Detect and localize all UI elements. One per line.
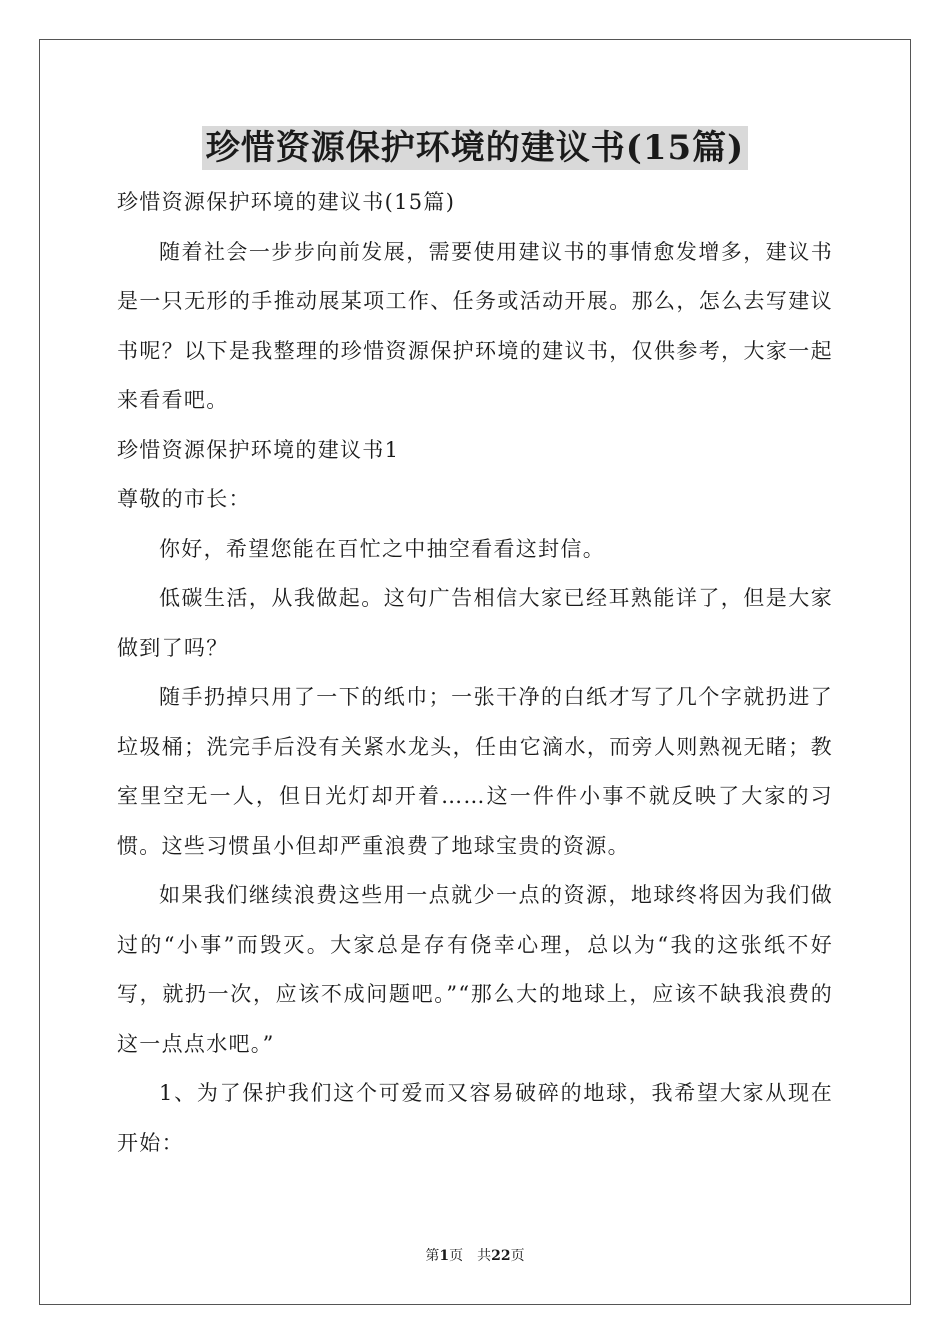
page-footer — [0, 1247, 950, 1265]
section-heading: 珍惜资源保护环境的建议书1 — [117, 437, 400, 462]
subtitle-line: 珍惜资源保护环境的建议书(15篇) — [117, 190, 456, 214]
footer-suffix: 页 — [510, 1248, 525, 1264]
document-title-text: 珍惜资源保护环境的建议书(15篇) — [202, 126, 749, 170]
footer-prefix: 第 — [425, 1248, 440, 1264]
footer-mid: 页 共 — [449, 1248, 492, 1264]
body-paragraph: 你好，希望您能在百忙之中抽空看看这封信。 — [159, 536, 605, 561]
intro-paragraph: 随着社会一步步向前发展，需要使用建议书的事情愈发增多，建议书是一只无形的手推动展某项工作、任务或活动开展。那么，怎么去写建议书呢？以下是我整理的珍惜资源保护环境的建议书，仅供参考，大家一起来看看吧。 — [117, 239, 833, 412]
footer-total-pages: 22 — [491, 1248, 511, 1264]
body-paragraph: 如果我们继续浪费这些用一点就少一点的资源，地球终将因为我们做过的“小事”而毁灭。大家总是存有侥幸心理，总以为“我的这张纸不好写，就扔一次，应该不成问题吧。”“那么大的地球上，应该不缺我浪费的这一点点水吧。” — [117, 883, 833, 1056]
salutation: 尊敬的市长： — [117, 487, 251, 511]
document-title — [0, 126, 950, 170]
body-paragraph: 低碳生活，从我做起。这句广告相信大家已经耳熟能详了，但是大家做到了吗？ — [117, 586, 833, 660]
body-paragraph: 随手扔掉只用了一下的纸巾；一张干净的白纸才写了几个字就扔进了垃圾桶；洗完手后没有关紧水龙头，任由它滴水，而旁人则熟视无睹；教室里空无一人，但日光灯却开着……这一件件小事不就反映了大家的习惯。这些习惯虽小但却严重浪费了地球宝贵的资源。 — [117, 685, 833, 858]
body-paragraph: 1、为了保护我们这个可爱而又容易破碎的地球，我希望大家从现在开始： — [117, 1081, 833, 1155]
footer-current-page: 1 — [439, 1248, 450, 1264]
document-body — [117, 178, 833, 1168]
